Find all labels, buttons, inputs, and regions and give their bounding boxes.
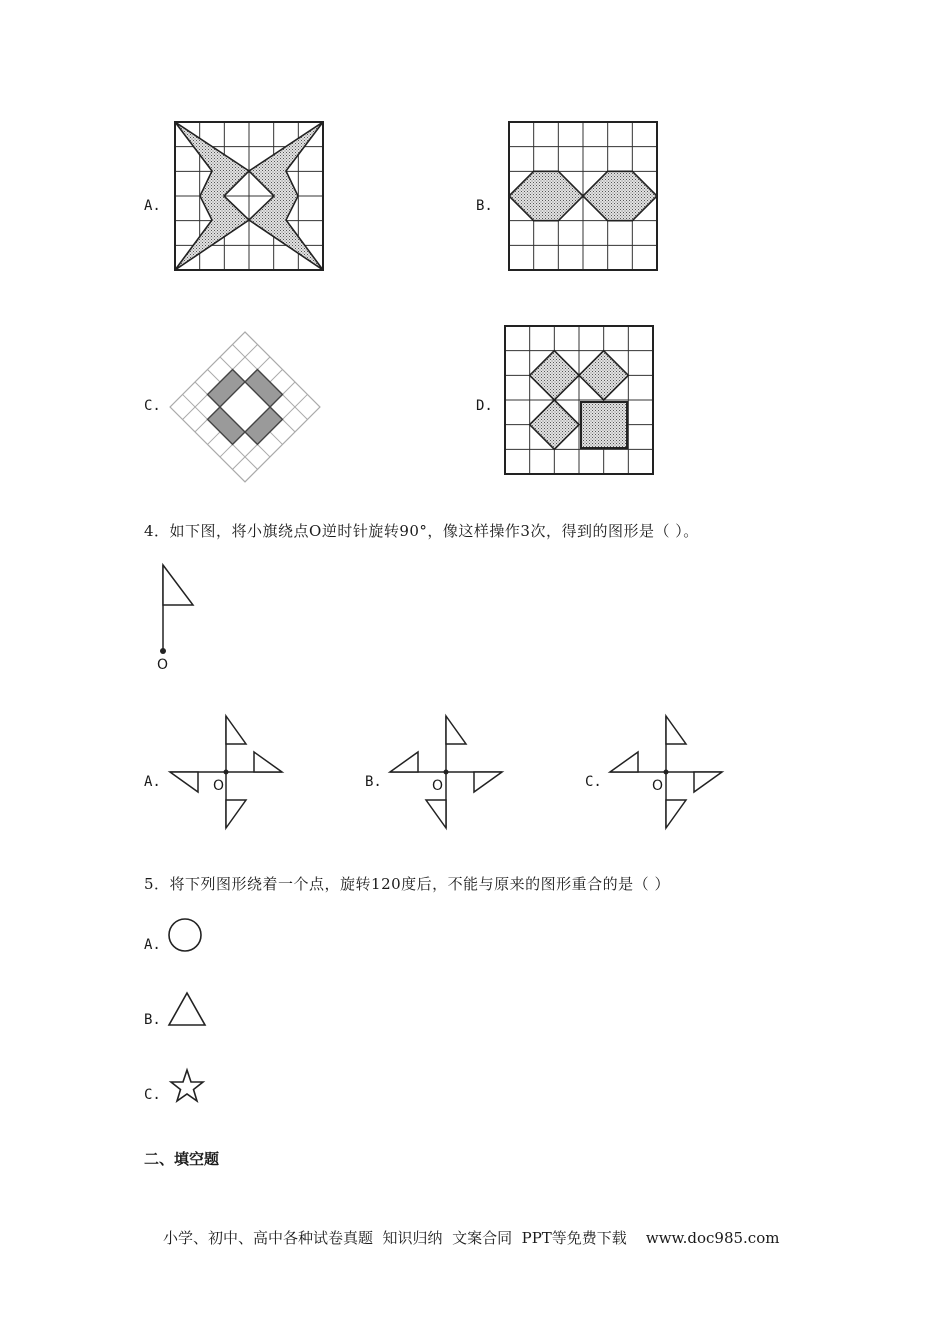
q4-figure-b [390, 716, 502, 828]
q4-flag-point-label: O [157, 657, 169, 673]
q3-figure-a [175, 122, 323, 270]
q5-option-b-label: B. [144, 1012, 161, 1028]
q4-c-point-label: O [652, 778, 664, 794]
q3-figure-b [509, 122, 657, 270]
q4-option-a-label: A. [144, 774, 161, 790]
q3-figure-d [505, 326, 653, 474]
q3-option-a-label: A. [144, 198, 161, 214]
star-icon [169, 1068, 205, 1104]
q5-option-c-label: C. [144, 1087, 161, 1103]
circle-icon [167, 917, 203, 953]
triangle-icon [167, 991, 207, 1027]
page-footer: 小学、初中、高中各种试卷真题 知识归纳 文案合同 PPT等免费下载 www.doc985.com [163, 1229, 780, 1247]
q3-option-d-label: D. [476, 398, 493, 414]
q3-figure-c [170, 332, 320, 482]
q5-text: 5．将下列图形绕着一个点，旋转120度后，不能与原来的图形重合的是（ ） [144, 875, 670, 893]
q4-figure-c [610, 716, 722, 828]
q4-option-b-label: B. [365, 774, 382, 790]
q4-option-c-label: C. [585, 774, 602, 790]
q4-figure-a [170, 716, 282, 828]
q5-option-a-label: A. [144, 937, 161, 953]
q4-b-point-label: O [432, 778, 444, 794]
section-title: 二、填空题 [144, 1150, 220, 1168]
q3-option-c-label: C. [144, 398, 161, 414]
q4-text: 4．如下图，将小旗绕点O逆时针旋转90°，像这样操作3次，得到的图形是（ ）。 [144, 522, 699, 540]
q3-option-b-label: B. [476, 198, 493, 214]
q4-a-point-label: O [213, 778, 225, 794]
